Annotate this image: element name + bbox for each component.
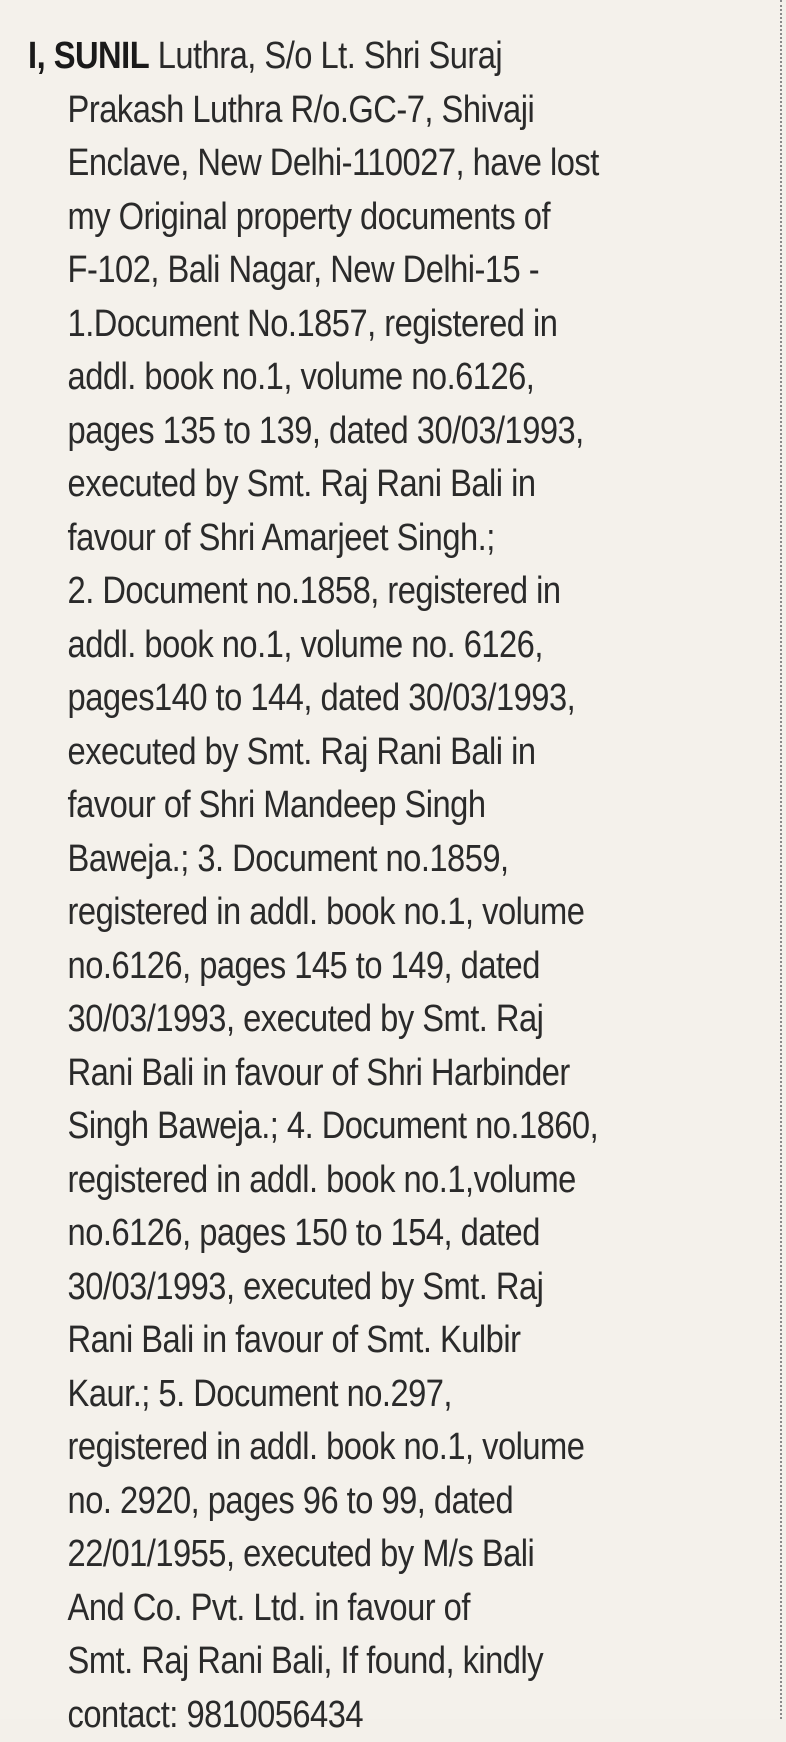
notice-line-12: addl. book no.1, volume no. 6126,: [28, 619, 664, 673]
notice-line-32: contact: 9810056434: [28, 1689, 664, 1742]
notice-line-text: Luthra, S/o Lt. Shri Suraj: [149, 35, 502, 77]
notice-line-17: registered in addl. book no.1, volume: [28, 886, 664, 940]
notice-line-22: registered in addl. book no.1,volume: [28, 1154, 664, 1208]
notice-line-27: registered in addl. book no.1, volume: [28, 1421, 664, 1475]
notice-line-13: pages140 to 144, dated 30/03/1993,: [28, 672, 664, 726]
notice-line-6: 1.Document No.1857, registered in: [28, 298, 664, 352]
notice-line-15: favour of Shri Mandeep Singh: [28, 779, 664, 833]
notice-lead-name: I, SUNIL: [28, 35, 149, 77]
notice-line-3: Enclave, New Delhi-110027, have lost: [28, 137, 664, 191]
notice-line-30: And Co. Pvt. Ltd. in favour of: [28, 1582, 664, 1636]
notice-line-11: 2. Document no.1858, registered in: [28, 565, 664, 619]
notice-text: [28, 30, 664, 1742]
notice-line-2: Prakash Luthra R/o.GC-7, Shivaji: [28, 84, 664, 138]
dotted-column-divider: [780, 0, 782, 1719]
notice-line-20: Rani Bali in favour of Shri Harbinder: [28, 1047, 664, 1101]
notice-line-9: executed by Smt. Raj Rani Bali in: [28, 458, 664, 512]
notice-line-10: favour of Shri Amarjeet Singh.;: [28, 512, 664, 566]
notice-line-18: no.6126, pages 145 to 149, dated: [28, 940, 664, 994]
notice-line-28: no. 2920, pages 96 to 99, dated: [28, 1475, 664, 1529]
notice-line-31: Smt. Raj Rani Bali, If found, kindly: [28, 1635, 664, 1689]
notice-line-29: 22/01/1955, executed by M/s Bali: [28, 1528, 664, 1582]
notice-line-26: Kaur.; 5. Document no.297,: [28, 1368, 664, 1422]
notice-line-1: [28, 30, 664, 84]
notice-line-16: Baweja.; 3. Document no.1859,: [28, 833, 664, 887]
notice-line-8: pages 135 to 139, dated 30/03/1993,: [28, 405, 664, 459]
notice-line-24: 30/03/1993, executed by Smt. Raj: [28, 1261, 664, 1315]
notice-line-4: my Original property documents of: [28, 191, 664, 245]
notice-line-7: addl. book no.1, volume no.6126,: [28, 351, 664, 405]
notice-line-19: 30/03/1993, executed by Smt. Raj: [28, 993, 664, 1047]
notice-line-14: executed by Smt. Raj Rani Bali in: [28, 726, 664, 780]
notice-line-25: Rani Bali in favour of Smt. Kulbir: [28, 1314, 664, 1368]
notice-line-21: Singh Baweja.; 4. Document no.1860,: [28, 1100, 664, 1154]
notice-line-23: no.6126, pages 150 to 154, dated: [28, 1207, 664, 1261]
notice-line-5: F-102, Bali Nagar, New Delhi-15 -: [28, 244, 664, 298]
